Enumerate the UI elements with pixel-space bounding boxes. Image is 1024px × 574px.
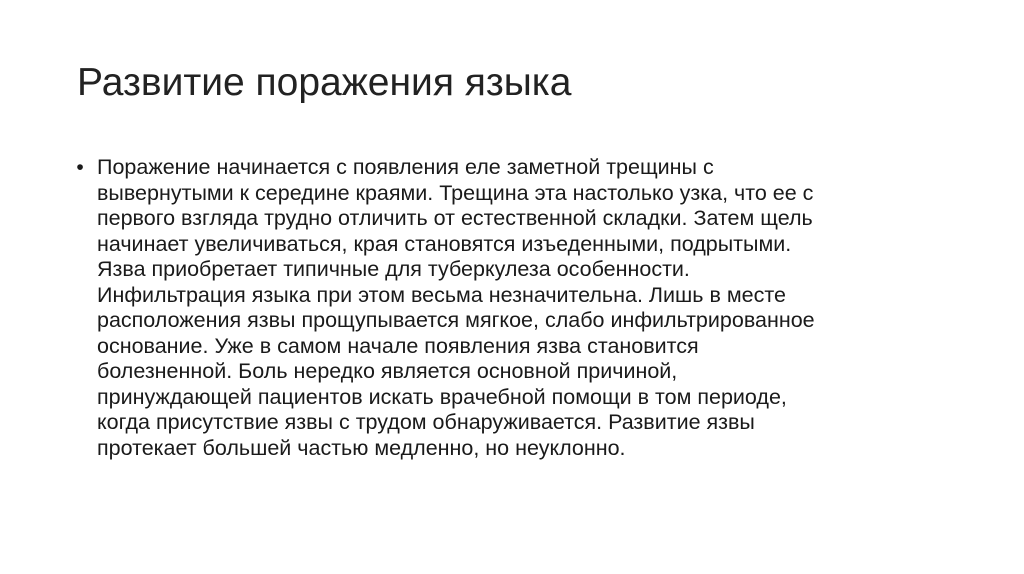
slide-title: Развитие поражения языка [77, 61, 572, 104]
bullet-item [70, 155, 960, 461]
paragraph-line: вывернутыми к середине краями. Трещина эта настолько узка, что ее с [97, 180, 814, 205]
paragraph-line: болезненной. Боль нередко является основной причиной, [97, 359, 678, 383]
paragraph-line: Язва приобретает типичные для туберкулеза особенности. [97, 257, 690, 281]
slide-content [70, 155, 960, 461]
paragraph-line: протекает большей частью медленно, но неуклонно. [97, 435, 626, 460]
paragraph-line: расположения язвы прощупывается мягкое, слабо инфильтрированное [97, 308, 815, 332]
paragraph-line: когда присутствие язвы с трудом обнаруживается. Развитие язвы [97, 410, 755, 434]
paragraph-line: принуждающей пациентов искать врачебной помощи в том периоде, [97, 384, 787, 409]
paragraph-line: Инфильтрация языка при этом весьма незначительна. Лишь в месте [97, 282, 786, 307]
paragraph-line: основание. Уже в самом начале появления язва становится [97, 333, 699, 358]
paragraph-line: Поражение начинается с появления еле заметной трещины с [97, 155, 714, 179]
paragraph-line: начинает увеличиваться, края становятся изъеденными, подрытыми. [97, 231, 792, 256]
bullet-icon: • [76, 156, 84, 179]
paragraph-line: первого взгляда трудно отличить от естественной складки. Затем щель [97, 206, 813, 230]
